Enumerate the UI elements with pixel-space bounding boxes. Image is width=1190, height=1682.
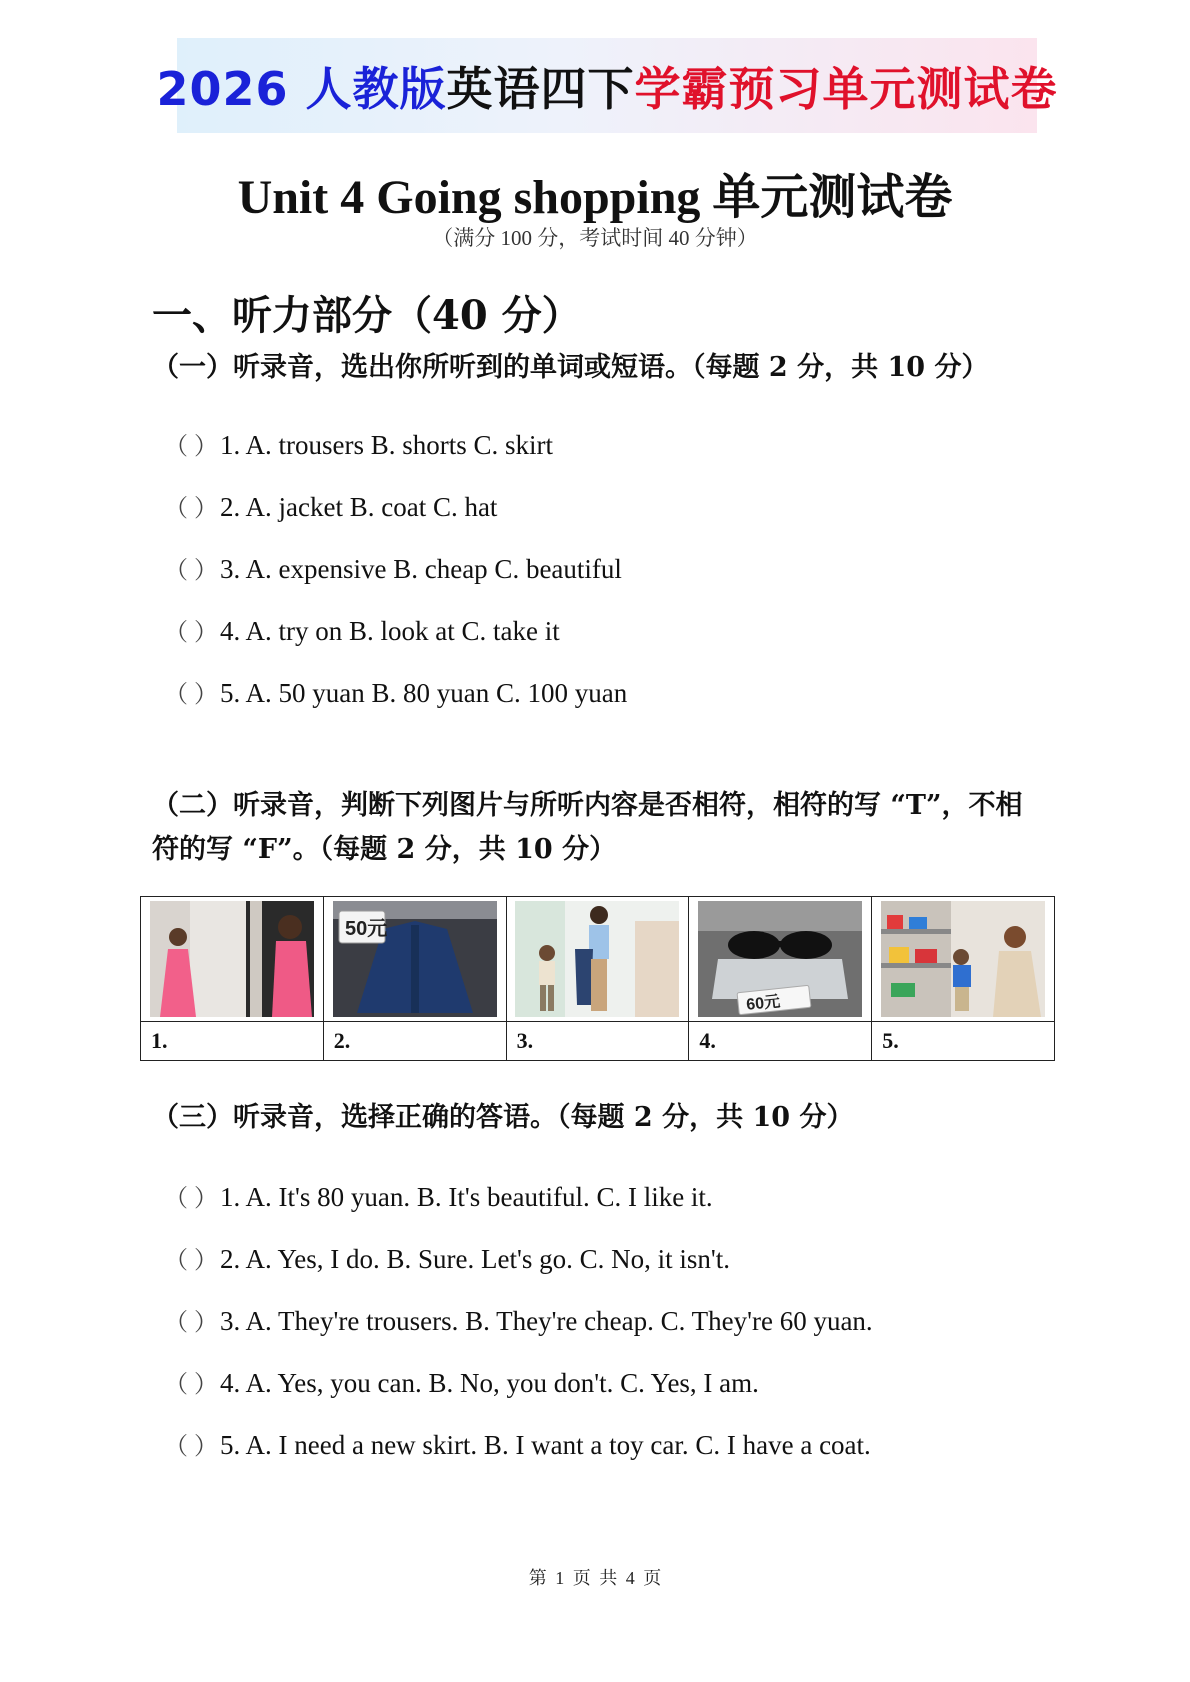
question-row: [164, 612, 560, 647]
question-text: 4. A. Yes, you can. B. No, you don't. C. Yes, I am.: [220, 1368, 759, 1398]
question-text: 4. A. try on B. look at C. take it: [220, 616, 560, 646]
question-text: 5. A. I need a new skirt. B. I want a toy car. C. I have a coat.: [220, 1430, 871, 1460]
banner-subject: 英语四下: [446, 61, 635, 116]
banner-series: 学霸预习单元测试卷: [634, 61, 1058, 116]
question-row: [164, 1426, 871, 1461]
picture-number: 3.: [506, 1022, 689, 1061]
answer-blank[interactable]: （ ）: [164, 558, 218, 584]
picture-number: 1.: [141, 1022, 324, 1061]
picture-number: 5.: [872, 1022, 1055, 1061]
picture-cell-1: [141, 897, 324, 1022]
picture-cell-4: [689, 897, 872, 1022]
question-text: 2. A. jacket B. coat C. hat: [220, 492, 498, 522]
part3-heading: （三）听录音，选择正确的答语。（每题 2 分，共 10 分）: [152, 1102, 854, 1133]
question-text: 5. A. 50 yuan B. 80 yuan C. 100 yuan: [220, 678, 628, 708]
girl-pink-dress-mirror-icon: [150, 901, 314, 1017]
question-row: [164, 488, 497, 523]
answer-blank[interactable]: （ ）: [164, 496, 218, 522]
question-text: 3. A. expensive B. cheap C. beautiful: [220, 554, 622, 584]
picture-cell-5: [872, 897, 1055, 1022]
answer-blank[interactable]: （ ）: [164, 1186, 218, 1212]
part1-heading: （一）听录音，选出你所听到的单词或短语。（每题 2 分，共 10 分）: [152, 352, 989, 383]
picture-cell-3: [506, 897, 689, 1022]
boy-trousers-shop-icon: [515, 901, 679, 1017]
question-text: 2. A. Yes, I do. B. Sure. Let's go. C. No, it isn't.: [220, 1244, 731, 1274]
header-banner: [156, 38, 1058, 133]
page-footer: 第 1 页 共 4 页: [528, 1568, 662, 1588]
blue-jacket-50-tag-icon: [333, 901, 497, 1017]
answer-blank[interactable]: （ ）: [164, 1248, 218, 1274]
question-row: [164, 674, 627, 709]
picture-number: 2.: [323, 1022, 506, 1061]
picture-cell-2: [323, 897, 506, 1022]
question-row: [164, 550, 622, 585]
section-heading-listening: 一、听力部分（40 分）: [152, 292, 582, 339]
answer-blank[interactable]: （ ）: [164, 620, 218, 646]
picture-number: 4.: [689, 1022, 872, 1061]
page-title: Unit 4 Going shopping 单元测试卷: [237, 171, 953, 224]
picture-table: [140, 896, 1055, 1061]
banner-edition: 2026 人教版: [156, 61, 447, 116]
answer-blank[interactable]: （ ）: [164, 682, 218, 708]
question-text: 1. A. It's 80 yuan. B. It's beautiful. C. I like it.: [220, 1182, 713, 1212]
question-row: [164, 1364, 759, 1399]
sunglasses-60-tag-icon: [698, 901, 862, 1017]
page-subtitle: （满分 100 分，考试时间 40 分钟）: [432, 226, 758, 250]
question-row: [164, 1178, 713, 1213]
question-text: 3. A. They're trousers. B. They're cheap. C. They're 60 yuan.: [220, 1306, 873, 1336]
question-row: [164, 1302, 873, 1337]
question-text: 1. A. trousers B. shorts C. skirt: [220, 430, 554, 460]
question-row: [164, 1240, 730, 1275]
answer-blank[interactable]: （ ）: [164, 1434, 218, 1460]
answer-blank[interactable]: （ ）: [164, 1310, 218, 1336]
question-row: [164, 426, 553, 461]
boy-toy-car-shelf-icon: [881, 901, 1045, 1017]
part2-heading: （二）听录音，判断下列图片与所听内容是否相符，相符的写 “T”，不相符的写 “F”。（每题 2 分，共 10 分）: [152, 790, 1023, 865]
price-tag-text: 60元: [745, 993, 782, 1014]
answer-blank[interactable]: （ ）: [164, 434, 218, 460]
price-tag-text: 50元: [344, 918, 387, 940]
answer-blank[interactable]: （ ）: [164, 1372, 218, 1398]
